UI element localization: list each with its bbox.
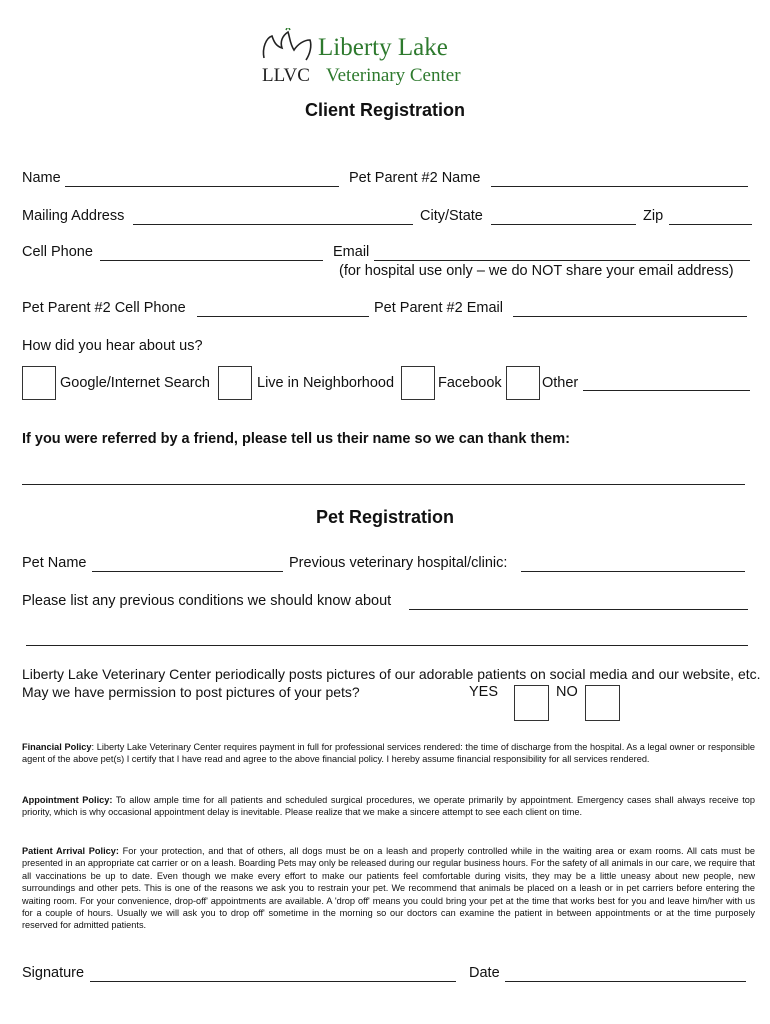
- no-label: NO: [556, 684, 578, 700]
- arrival-policy-heading: Patient Arrival Policy:: [22, 846, 119, 856]
- cell-phone-field[interactable]: [100, 260, 323, 261]
- mailing-address-field[interactable]: [133, 224, 413, 225]
- pp2-email-label: Pet Parent #2 Email: [374, 300, 503, 316]
- yes-checkbox[interactable]: [514, 685, 549, 721]
- cell-phone-label: Cell Phone: [22, 244, 93, 260]
- google-checkbox[interactable]: [22, 366, 56, 400]
- pp2-cell-field[interactable]: [197, 316, 369, 317]
- email-field[interactable]: [374, 260, 750, 261]
- pp2-cell-label: Pet Parent #2 Cell Phone: [22, 300, 186, 316]
- photo-permission-line1: Liberty Lake Veterinary Center periodically posts pictures of our adorable patients on social media and our website, etc.: [22, 666, 761, 682]
- pet-registration-title: Pet Registration: [315, 507, 455, 527]
- hear-about-label: How did you hear about us?: [22, 338, 203, 354]
- logo-subtitle: Veterinary Center: [326, 65, 461, 86]
- referral-label: If you were referred by a friend, please tell us their name so we can thank them:: [22, 431, 570, 447]
- pet-parent2-name-label: Pet Parent #2 Name: [349, 170, 481, 186]
- name-field[interactable]: [65, 186, 339, 187]
- email-note: (for hospital use only – we do NOT share your email address): [339, 263, 734, 279]
- logo-abbr: LLVC: [262, 65, 310, 86]
- date-label: Date: [469, 965, 500, 981]
- option-facebook-label: Facebook: [438, 375, 502, 391]
- financial-policy: [22, 741, 755, 766]
- pp2-email-field[interactable]: [513, 316, 747, 317]
- photo-permission-line2: May we have permission to post pictures of your pets?: [22, 684, 360, 700]
- prev-hospital-field[interactable]: [521, 571, 745, 572]
- client-registration-title: Client Registration: [304, 100, 465, 120]
- appointment-policy: [22, 794, 755, 819]
- conditions-field-2[interactable]: [26, 645, 748, 646]
- option-neighborhood-label: Live in Neighborhood: [257, 375, 395, 391]
- neighborhood-checkbox[interactable]: [218, 366, 252, 400]
- other-checkbox[interactable]: [506, 366, 540, 400]
- arrival-policy-text: For your protection, and that of others, all dogs must be on a leash and properly controlled while in the waiting area or exam rooms. All cats must be presented in an appropriate cat carrier or on a leash. Boarding Pets may only be released during our regular business hours. For the safety of all animals in our care, we require that all vaccinations be up to date. Even though we make every effort to make our patients feel comfortable during visits, they may be a little uneasy about new people, new surroundings and other pets. This is one of the reasons we ask you to restrain your pet. We recommend that animals be placed on a leash or in pet carriers before entering the waiting room. For your convenience, drop-off' appointments are available. A 'drop off' means you could bring your pet at the time that works best for you and leave him/her with us for a couple of hours. Usually we will ask you to drop off' sometime in the morning so our doctors can examine the patient in between appointments or at the time purposely reserved for admitted patients.: [22, 846, 755, 931]
- mailing-address-label: Mailing Address: [22, 208, 125, 224]
- appointment-policy-heading: Appointment Policy:: [22, 795, 113, 805]
- pet-name-field[interactable]: [92, 571, 283, 572]
- no-checkbox[interactable]: [585, 685, 620, 721]
- signature-label: Signature: [22, 965, 85, 981]
- prev-hospital-label: Previous veterinary hospital/clinic:: [289, 555, 508, 571]
- zip-field[interactable]: [669, 224, 752, 225]
- pet-silhouette-icon: [260, 28, 318, 64]
- clinic-logo: [258, 28, 518, 90]
- conditions-field-1[interactable]: [409, 609, 748, 610]
- pet-parent2-name-field[interactable]: [491, 186, 748, 187]
- other-field[interactable]: [583, 390, 750, 391]
- city-state-label: City/State: [420, 208, 483, 224]
- signature-field[interactable]: [90, 981, 456, 982]
- pet-name-label: Pet Name: [22, 555, 87, 571]
- appointment-policy-text: To allow ample time for all patients and scheduled surgical procedures, we operate primarily by appointment. Emergency cases shall always receive top priority, which is why occasional appointment delay is inevitable. Please realize that we make a sincere attempt to see each client on time.: [22, 795, 755, 818]
- name-label: Name: [22, 170, 61, 186]
- yes-label: YES: [469, 684, 499, 700]
- logo-name: Liberty Lake: [318, 34, 448, 61]
- facebook-checkbox[interactable]: [401, 366, 435, 400]
- zip-label: Zip: [643, 208, 664, 224]
- conditions-label: Please list any previous conditions we should know about: [22, 593, 392, 609]
- option-other-label: Other: [542, 375, 579, 391]
- referral-field[interactable]: [22, 484, 745, 485]
- arrival-policy: [22, 845, 755, 932]
- date-field[interactable]: [505, 981, 746, 982]
- email-label: Email: [333, 244, 370, 260]
- option-google-label: Google/Internet Search: [60, 375, 210, 391]
- financial-policy-text: : Liberty Lake Veterinary Center requires payment in full for professional services rendered: the time of discharge from the hospital. As a legal owner or responsible agent of the above pet(s) I certify that I have read and agree to the above financial policy. I hereby assume financial responsibility for all services rendered.: [22, 742, 755, 765]
- city-state-field[interactable]: [491, 224, 636, 225]
- financial-policy-heading: Financial Policy: [22, 742, 92, 752]
